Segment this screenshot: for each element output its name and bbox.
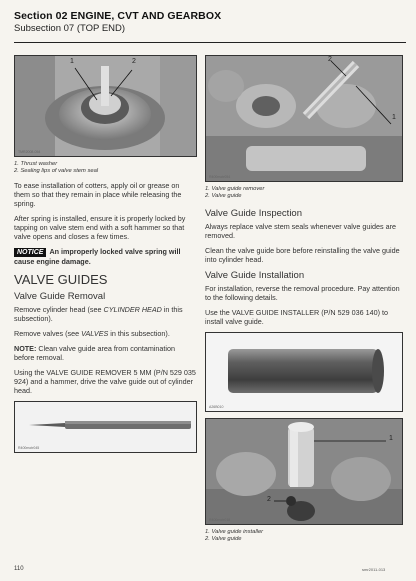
- figure-guide-installation-photo: [205, 418, 403, 525]
- cylinder-head-illustration: [206, 56, 402, 181]
- heading-valve-guide-removal: Valve Guide Removal: [14, 291, 106, 302]
- installer-tool-illustration: [206, 333, 402, 411]
- installation-illustration: [206, 419, 402, 524]
- callout-2: 2: [328, 56, 332, 63]
- notice-badge: NOTICE: [14, 248, 46, 257]
- figure-caption: [14, 161, 197, 175]
- figure-code: R400motr018: [209, 518, 231, 522]
- heading-valve-guide-inspection: Valve Guide Inspection: [205, 208, 302, 219]
- figure-caption: [205, 186, 403, 200]
- caption-line: 1. Thrust washer: [14, 161, 58, 167]
- thrust-washer-illustration: [15, 56, 196, 156]
- cross-reference: CYLINDER HEAD: [103, 305, 162, 314]
- paragraph-cotters: To ease installation of cotters, apply oil or grease on them so that they remain in place while releasing the spring.: [14, 181, 182, 208]
- figure-valve-guide-installer-tool: [205, 332, 403, 412]
- callout-1: 1: [389, 435, 393, 442]
- paragraph-use-installer: Use the VALVE GUIDE INSTALLER (P/N 529 036 140) to install valve guide.: [205, 308, 388, 326]
- subsection-title: Subsection 07 (TOP END): [14, 23, 126, 34]
- caption-line: 2. Sealing lips of valve stem seal: [14, 168, 99, 174]
- paragraph-remove-cylinder-head: [14, 305, 197, 323]
- left-column: [14, 55, 197, 453]
- figure-guide-removal-photo: [205, 55, 403, 182]
- caption-line: 2. Valve guide: [205, 536, 242, 542]
- figure-code: R400motr045: [18, 446, 40, 450]
- notice-text: An improperly locked valve spring will cause engine damage.: [14, 247, 181, 266]
- figure-code: TMR2008-054: [18, 150, 41, 154]
- page-number: 110: [14, 566, 24, 572]
- note-label: NOTE:: [14, 344, 37, 353]
- callout-2: 2: [267, 496, 271, 503]
- note-text: Clean valve guide area from contamination before removal.: [14, 344, 175, 362]
- text: in this subsection).: [14, 305, 183, 323]
- caption-line: 1. Valve guide remover: [205, 186, 265, 192]
- notice-block: [14, 247, 197, 266]
- figure-thrust-washer: [14, 55, 197, 157]
- caption-line: 1. Valve guide installer: [205, 529, 264, 535]
- figure-caption: [205, 529, 403, 543]
- page-header: [14, 10, 406, 34]
- text: Remove valves (see: [14, 329, 82, 338]
- text: Remove cylinder head (see: [14, 305, 104, 314]
- header-divider: [14, 42, 406, 43]
- figure-code: A26B010: [209, 405, 224, 409]
- caption-line: 2. Valve guide: [205, 193, 242, 199]
- section-title: Section 02 ENGINE, CVT AND GEARBOX: [14, 10, 222, 22]
- text: in this subsection).: [108, 329, 170, 338]
- document-code: smr2011-013: [362, 567, 386, 572]
- callout-1: 1: [70, 58, 74, 65]
- cross-reference: VALVES: [81, 329, 109, 338]
- callout-1: 1: [392, 114, 396, 121]
- paragraph-replace-seals: Always replace valve stem seals whenever valve guides are removed.: [205, 222, 396, 240]
- paragraph-clean-bore: Clean the valve guide bore before reinstalling the valve guide into cylinder head.: [205, 246, 400, 264]
- remover-tool-illustration: [15, 402, 196, 452]
- figure-code: R400motr054: [209, 175, 231, 179]
- paragraph-reverse-procedure: For installation, reverse the removal procedure. Pay attention to the following details.: [205, 284, 400, 302]
- heading-valve-guides: VALVE GUIDES: [14, 272, 108, 287]
- callout-2: 2: [132, 58, 136, 65]
- paragraph-remove-valves: [14, 329, 197, 338]
- heading-valve-guide-installation: Valve Guide Installation: [205, 270, 305, 281]
- right-column: [205, 55, 403, 543]
- figure-valve-guide-remover: [14, 401, 197, 453]
- paragraph-spring-lock: After spring is installed, ensure it is properly locked by tapping on valve stem end with a soft hammer so that valve opens and closes a few times.: [14, 214, 186, 241]
- paragraph-use-remover: Using the VALVE GUIDE REMOVER 5 MM (P/N 529 035 924) and a hammer, drive the valve guide out of cylinder head.: [14, 368, 196, 395]
- note-paragraph: [14, 344, 197, 362]
